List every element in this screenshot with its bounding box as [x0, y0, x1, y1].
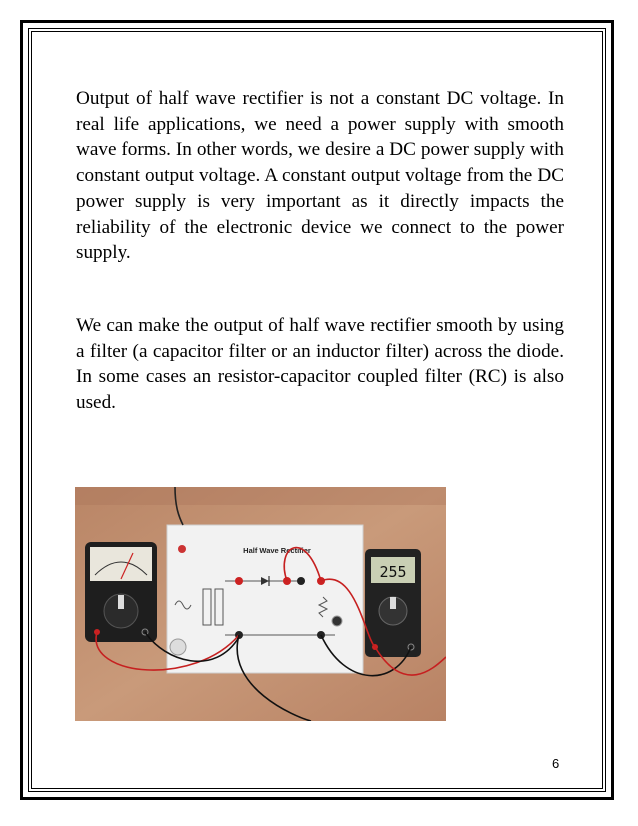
analog-multimeter: [85, 542, 157, 642]
meter-display: 255: [379, 563, 407, 581]
rectifier-board: [167, 525, 363, 673]
digital-multimeter: [365, 549, 421, 657]
board-title: Half Wave Rectifier: [243, 546, 311, 555]
paragraph-filter: We can make the output of half wave rectifier smooth by using a filter (a capacitor filter or an inductor filter) across the diode. In some cases an resistor-capacitor coupled filter (RC) is also used.: [76, 315, 564, 414]
half-wave-rectifier-photo: [75, 487, 446, 721]
page-number: 6: [552, 756, 560, 771]
paragraph-intro: Output of half wave rectifier is not a constant DC voltage. In real life applications, we need a power supply with smooth wave forms. In other words, we desire a DC power supply with constant output voltage. A constant output voltage from the DC power supply is very important as it directly impacts the reliability of the electronic device we connect to the power supply.: [76, 88, 564, 264]
